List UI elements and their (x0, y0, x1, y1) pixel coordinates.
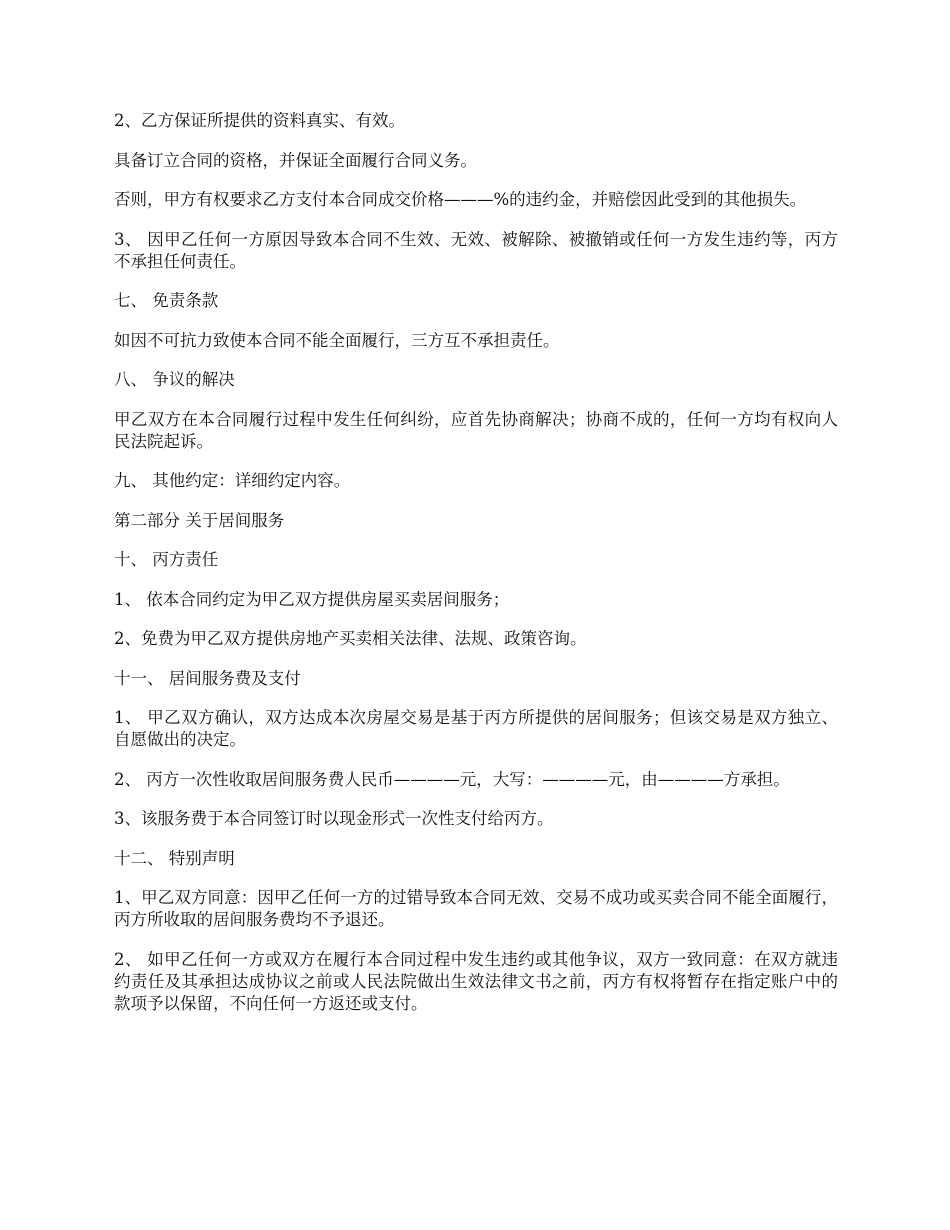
document-body (114, 110, 838, 1032)
clause-paragraph: 甲乙双方在本合同履行过程中发生任何纠纷，应首先协商解决；协商不成的，任何一方均有权向人民法院起诉。 (114, 409, 838, 451)
clause-paragraph: 1、甲乙双方同意：因甲乙任何一方的过错导致本合同无效、交易不成功或买卖合同不能全面履行，丙方所收取的居间服务费均不予退还。 (114, 888, 838, 929)
part-heading: 第二部分 关于居间服务 (114, 510, 285, 530)
clause-paragraph: 2、 如甲乙任何一方或双方在履行本合同过程中发生违约或其他争议，双方一致同意：在双方就违约责任及其承担达成协议之前或人民法院做出生效法律文书之前，丙方有权将暂存在指定账户中的款项予以保留，不向任何一方返还或支付。 (114, 949, 838, 1013)
clause-paragraph: 2、 丙方一次性收取居间服务费人民币————元，大写：————元，由————方承担。 (114, 769, 790, 789)
clause-paragraph: 2、乙方保证所提供的资料真实、有效。 (114, 111, 405, 130)
section-heading-fee: 十一、 居间服务费及支付 (114, 668, 301, 688)
section-heading-party-c: 十、 丙方责任 (114, 550, 219, 569)
clause-paragraph: 2、免费为甲乙双方提供房地产买卖相关法律、法规、政策咨询。 (114, 629, 587, 648)
section-heading-other: 九、 其他约定：详细约定内容。 (114, 471, 351, 490)
clause-paragraph: 具备订立合同的资格，并保证全面履行合同义务。 (114, 150, 477, 170)
section-heading-statement: 十二、 特别声明 (114, 848, 235, 868)
clause-paragraph: 1、 甲乙双方确认，双方达成本次房屋交易是基于丙方所提供的居间服务；但该交易是双方独立、自愿做出的决定。 (114, 708, 838, 749)
clause-paragraph: 1、 依本合同约定为甲乙双方提供房屋买卖居间服务； (114, 589, 510, 609)
clause-paragraph: 如因不可抗力致使本合同不能全面履行，三方互不承担责任。 (114, 330, 560, 350)
section-heading-dispute: 八、 争议的解决 (114, 370, 235, 389)
clause-paragraph: 3、 因甲乙任何一方原因导致本合同不生效、无效、被解除、被撤销或任何一方发生违约等，丙方不承担任何责任。 (114, 229, 838, 271)
clause-paragraph: 否则，甲方有权要求乙方支付本合同成交价格———%的违约金，并赔偿因此受到的其他损失。 (114, 190, 807, 209)
section-heading-exemption: 七、 免责条款 (114, 291, 219, 310)
clause-paragraph: 3、该服务费于本合同签订时以现金形式一次性支付给丙方。 (114, 809, 554, 828)
